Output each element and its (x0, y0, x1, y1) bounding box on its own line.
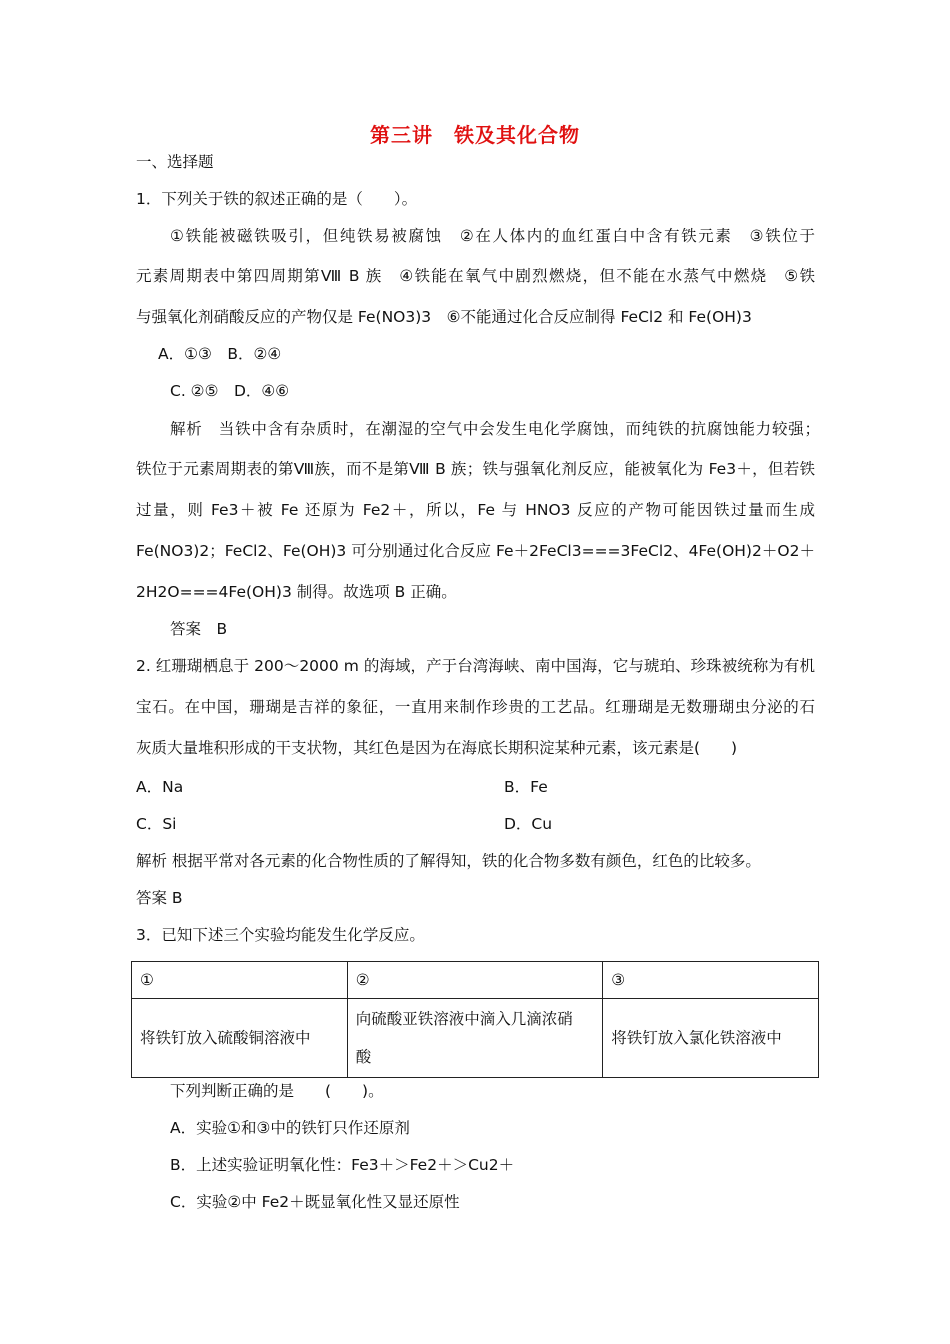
q1-options-cd: C. ②⑤ D．④⑥ (170, 382, 290, 400)
q3-question: 下列判断正确的是 ( )。 (170, 1082, 384, 1100)
q1-analysis-line: 解析 当铁中含有杂质时，在潮湿的空气中会发生电化学腐蚀，而纯铁的抗腐蚀能力较强； (170, 420, 820, 438)
table-header-cell: ③ (603, 962, 819, 999)
q1-statement-line: 与强氧化剂硝酸反应的产物仅是 Fe(NO3)3 ⑥不能通过化合反应制得 FeCl2 和 Fe(OH)3 (136, 308, 752, 326)
q1-statement-line: 元素周期表中第四周期第Ⅷ B 族 ④铁能在氧气中剧烈燃烧，但不能在水蒸气中燃烧 ⑤铁 (136, 267, 815, 285)
table-cell: 将铁钉放入硫酸铜溶液中 (132, 999, 348, 1078)
table-header-row (132, 962, 819, 999)
q2-stem-line: 2. 红珊瑚栖息于 200～2000 m 的海域，产于台湾海峡、南中国海，它与琥珀、珍珠被统称为有机 (136, 657, 815, 675)
q1-stem: 1．下列关于铁的叙述正确的是（ ）。 (136, 190, 418, 208)
q1-options-ab: A．①③ B．②④ (158, 345, 282, 363)
q2-option-c: C．Si (136, 815, 177, 833)
experiment-table (131, 961, 819, 1078)
q2-stem-line: 灰质大量堆积形成的干支状物，其红色是因为在海底长期积淀某种元素，该元素是( ) (136, 739, 738, 757)
section-heading: 一、选择题 (136, 153, 214, 171)
table-cell: 将铁钉放入氯化铁溶液中 (603, 999, 819, 1078)
q3-option-c: C．实验②中 Fe2＋既显氧化性又显还原性 (170, 1193, 460, 1211)
table-header-cell: ② (347, 962, 603, 999)
q3-option-a: A．实验①和③中的铁钉只作还原剂 (170, 1119, 410, 1137)
table-cell-line: 酸 (355, 1048, 372, 1066)
q3-option-b: B．上述实验证明氧化性：Fe3＋＞Fe2＋＞Cu2＋ (170, 1156, 515, 1174)
q1-analysis-line: 2H2O===4Fe(OH)3 制得。故选项 B 正确。 (136, 583, 457, 601)
q1-statement-line: ①铁能被磁铁吸引，但纯铁易被腐蚀 ②在人体内的血红蛋白中含有铁元素 ③铁位于 (170, 227, 815, 245)
q1-analysis-line: 过量，则 Fe3＋被 Fe 还原为 Fe2＋，所以，Fe 与 HNO3 反应的产物可能因铁过量而生成 (136, 501, 815, 519)
table-row (132, 999, 819, 1078)
q2-option-d: D．Cu (504, 815, 553, 833)
q1-analysis-line: Fe(NO3)2；FeCl2、Fe(OH)3 可分别通过化合反应 Fe＋2FeCl3===3FeCl2、4Fe(OH)2＋O2＋ (136, 542, 815, 560)
q2-answer: 答案 B (136, 889, 183, 907)
q3-stem: 3．已知下述三个实验均能发生化学反应。 (136, 926, 425, 944)
q2-option-b: B．Fe (504, 778, 548, 796)
table-cell (347, 999, 603, 1078)
q2-analysis: 解析 根据平常对各元素的化合物性质的了解得知，铁的化合物多数有颜色，红色的比较多。 (136, 852, 761, 870)
q1-answer: 答案 B (170, 620, 228, 638)
q1-analysis-line: 铁位于元素周期表的第Ⅷ族，而不是第Ⅷ B 族；铁与强氧化剂反应，能被氧化为 Fe3＋，但若铁 (136, 460, 815, 478)
q2-option-a: A．Na (136, 778, 184, 796)
table-header-cell: ① (132, 962, 348, 999)
q2-stem-line: 宝石。在中国，珊瑚是吉祥的象征，一直用来制作珍贵的工艺品。红珊瑚是无数珊瑚虫分泌的石 (136, 698, 815, 716)
table-cell-line: 向硫酸亚铁溶液中滴入几滴浓硝 (355, 1010, 573, 1028)
page-title: 第三讲 铁及其化合物 (370, 123, 580, 147)
